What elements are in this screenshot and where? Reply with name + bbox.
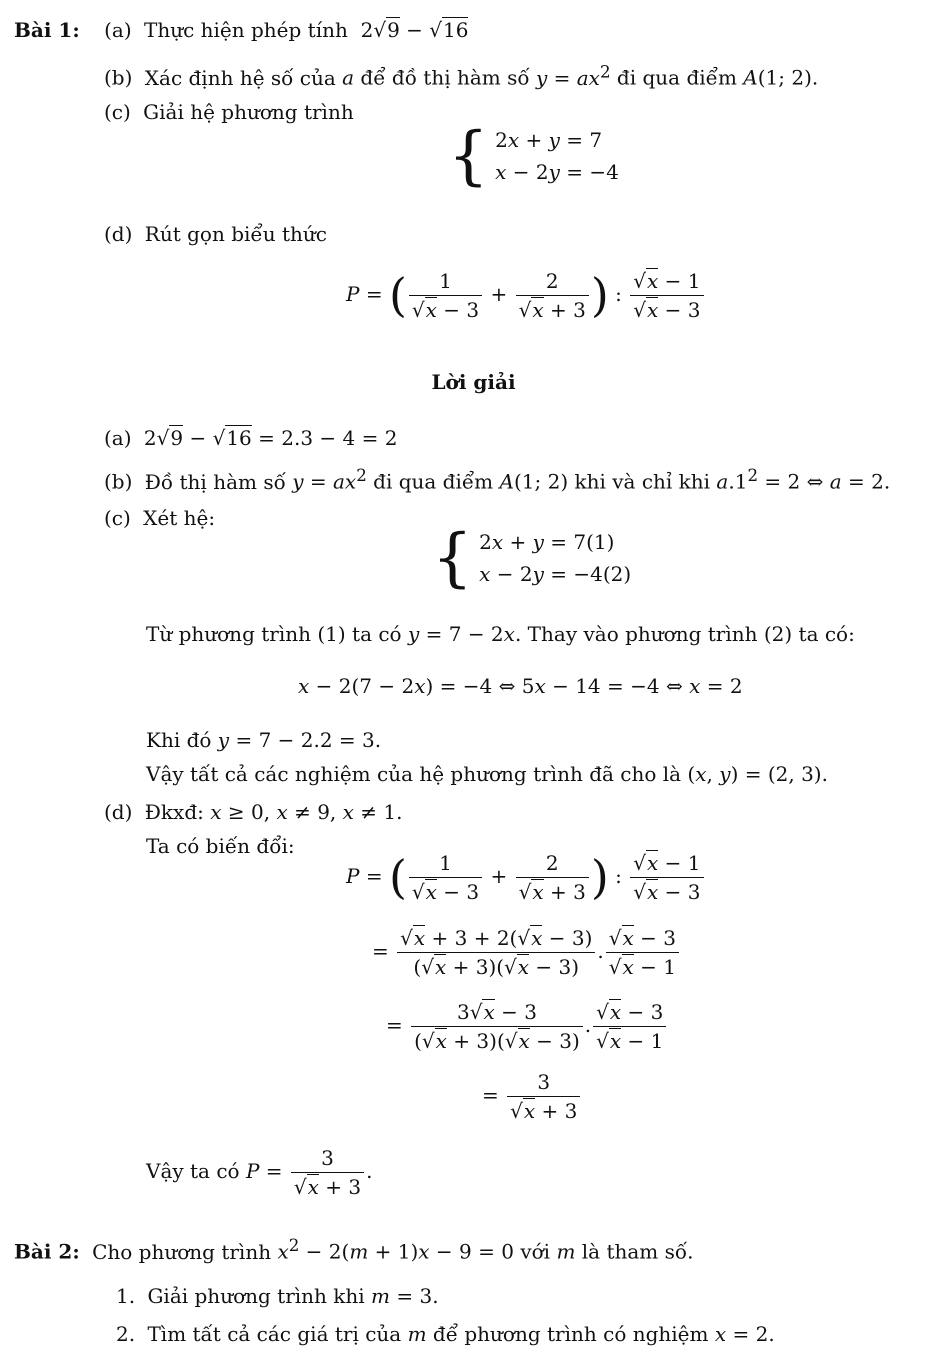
solution-c-from: Từ phương trình (1) ta có y = 7 − 2x. Thay vào phương trình (2) ta có: bbox=[146, 622, 855, 646]
solution-b: (b) Đồ thị hàm số $y = ax^2$ đi qua điểm A(1; 2) khi và chỉ khi $a.1^2 = 2$ ⇔ a = 2. bbox=[104, 466, 891, 494]
solution-d-transform bbox=[146, 834, 295, 858]
problem-2-item-2-text1: Tìm tất cả các giá trị của bbox=[147, 1322, 402, 1346]
solution-tag-c: (c) bbox=[104, 506, 131, 530]
solution-d-transform-text: Ta có biến đổi: bbox=[146, 834, 295, 858]
solution-c-sub-text: . Thay vào phương trình (2) ta có: bbox=[514, 622, 855, 646]
problem-1-label: Bài 1: bbox=[14, 18, 80, 42]
solution-d: (d) Đkxđ: x ≥ 0, x ≠ 9, x ≠ 1. bbox=[104, 800, 403, 824]
solution-d-cond: Đkxđ: bbox=[144, 800, 204, 824]
point-a: A(1; 2). bbox=[743, 65, 819, 90]
solution-c-from-text: Từ phương trình (1) ta có bbox=[146, 622, 402, 646]
derivation-step-1: P = ( $\frac{1}{√x - 3}$ + $\frac{2}{√x + 3}$ ) : $\frac{√x - 1}{√x - 3}$ bbox=[346, 850, 706, 905]
solution-title: Lời giải bbox=[431, 370, 516, 394]
item-c-text: Giải hệ phương trình bbox=[143, 100, 354, 124]
item-tag-d: (d) bbox=[104, 222, 133, 246]
item-b-text3: đi qua điểm bbox=[616, 65, 737, 90]
problem-1-line-d bbox=[104, 222, 327, 246]
solution-c-conclude: Vậy tất cả các nghiệm của hệ phương trình đã cho là (x, y) = (2, 3). bbox=[146, 762, 828, 786]
problem-2: Bài 2: Cho phương trình $x^2 - 2(m + 1)x - 9 = 0$ với m là tham số. bbox=[14, 1236, 694, 1264]
problem-1-line-c bbox=[104, 100, 354, 124]
item-tag-a: (a) bbox=[104, 18, 132, 42]
solution-c-conclude-text: Vậy tất cả các nghiệm của hệ phương trình đã cho là bbox=[146, 762, 682, 786]
solution-a: (a) 2√9 − √16 = 2.3 − 4 = 2 bbox=[104, 426, 398, 450]
problem-2-item-2-text2: để phương trình có nghiệm bbox=[432, 1322, 709, 1346]
solution-tag-b: (b) bbox=[104, 469, 133, 494]
system-1: { 2x + y = 7 x − 2y = −4 bbox=[448, 119, 619, 193]
solution-c-then: Khi đó y = 7 − 2.2 = 3. bbox=[146, 728, 382, 752]
problem-2-label: Bài 2: bbox=[14, 1239, 80, 1264]
expression-p: P = ( $\frac{1}{√x - 3}$ + $\frac{2}{√x + 3}$ ) : $\frac{√x - 1}{√x - 3}$ bbox=[346, 268, 706, 323]
solution-c bbox=[104, 506, 215, 530]
expr-b: $y = ax^2$ bbox=[535, 62, 611, 90]
solution-d-conclude: Vậy ta có P = $\frac{3}{√x + 3}$ . bbox=[146, 1146, 373, 1199]
problem-2-item-1-text: Giải phương trình khi bbox=[147, 1284, 365, 1308]
solution-c-equation: x − 2(7 − 2x) = −4 ⇔ 5x − 14 = −4 ⇔ x = 2 bbox=[298, 674, 743, 698]
derivation-step-3: = $\frac{3√x - 3}{(√x + 3)(√x - 3)}$ . $\frac{√x - 3}{√x - 1}$ bbox=[386, 1000, 668, 1053]
problem-2-item-2-num: 2. bbox=[116, 1322, 136, 1346]
derivation-step-4: = $\frac{3}{√x + 3}$ bbox=[482, 1070, 582, 1123]
problem-2-item-1: 1. Giải phương trình khi m = 3. bbox=[116, 1284, 439, 1308]
item-a-text: Thực hiện phép tính bbox=[143, 18, 348, 42]
problem-2-text3: là tham số. bbox=[581, 1239, 694, 1264]
item-tag-c: (c) bbox=[104, 100, 131, 124]
item-d-text: Rút gọn biểu thức bbox=[144, 222, 327, 246]
derivation-step-2: = $\frac{√x + 3 + 2(√x - 3)}{(√x + 3)(√x - 3)}$ . $\frac{√x - 3}{√x - 1}$ bbox=[372, 926, 681, 979]
solution-d-conclude-text: Vậy ta có bbox=[146, 1159, 240, 1183]
problem-1-line-a bbox=[14, 18, 468, 42]
expr-a: 2√9 − √16 bbox=[354, 18, 469, 42]
system-2: { 2x + y = 7(1) x − 2y = −4(2) bbox=[432, 521, 632, 595]
problem-1-line-b: (b) Xác định hệ số của a để đồ thị hàm số $y = ax^2$ đi qua điểm A(1; 2). bbox=[104, 62, 819, 90]
solution-b-text2: đi qua điểm bbox=[373, 469, 494, 494]
item-tag-b: (b) bbox=[104, 65, 133, 90]
item-b-text1: Xác định hệ số của bbox=[144, 65, 336, 90]
item-b-text2: để đồ thị hàm số bbox=[360, 65, 530, 90]
solution-tag-a: (a) bbox=[104, 426, 132, 450]
solution-c-then-text: Khi đó bbox=[146, 728, 212, 752]
solution-b-text1: Đồ thị hàm số bbox=[144, 469, 286, 494]
problem-2-text1: Cho phương trình bbox=[92, 1239, 272, 1264]
problem-2-item-2: 2. Tìm tất cả các giá trị của m để phương trình có nghiệm x = 2. bbox=[116, 1322, 775, 1346]
solution-tag-d: (d) bbox=[104, 800, 133, 824]
solution-b-text3: khi và chỉ khi bbox=[574, 469, 711, 494]
solution-c-text: Xét hệ: bbox=[143, 506, 216, 530]
problem-2-item-1-num: 1. bbox=[116, 1284, 136, 1308]
problem-2-text2: với bbox=[520, 1239, 551, 1264]
